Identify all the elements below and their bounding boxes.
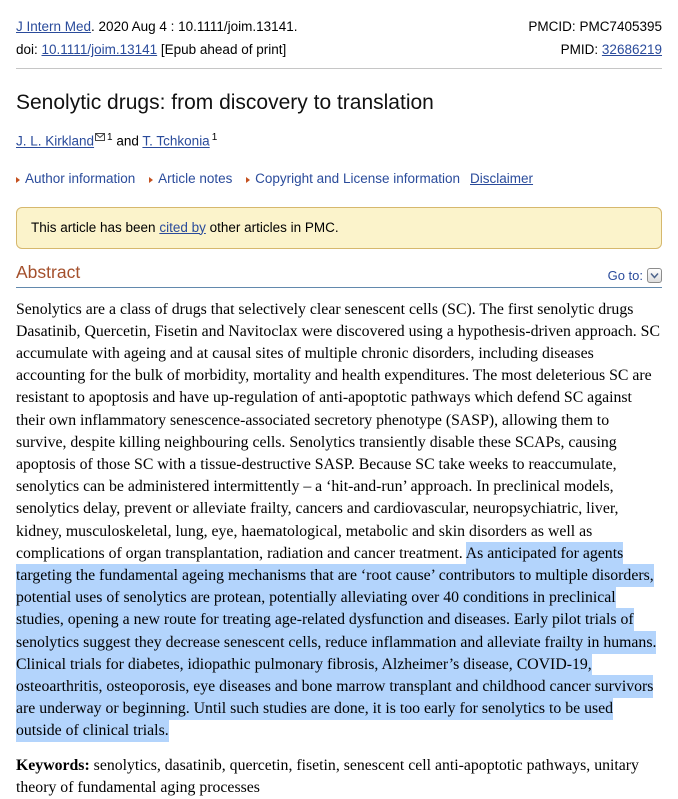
author-information-link[interactable]: Author information [25, 170, 136, 186]
author-affiliation-sup: 1 [211, 132, 218, 144]
goto-label[interactable]: Go to: [607, 267, 643, 283]
triangle-right-icon [16, 177, 20, 183]
pmid-link[interactable]: 32686219 [601, 42, 662, 57]
nav-item-author-information[interactable] [16, 171, 135, 186]
author-link-tchkonia[interactable]: T. Tchkonia [142, 133, 210, 149]
article-notes-link[interactable]: Article notes [158, 170, 233, 186]
doi-link[interactable]: 10.1111/joim.13141 [41, 42, 158, 57]
article-meta-links [16, 171, 662, 186]
header-divider [16, 68, 662, 69]
triangle-right-icon [149, 177, 153, 183]
envelope-icon [95, 128, 105, 146]
doi-label: doi: [16, 42, 42, 57]
abstract-text-selected: As anticipated for agents targeting the fundamental ageing mechanisms that are ‘root cause’ contributors to multiple disorders, potential uses of senolytics are protean, potentially alleviating over 40 conditions in preclinical studies, opening a new route for treating age-related dysfunction and diseases. Early pilot trials of senolytics suggest they decrease senescent cells, reduce inflammation and alleviate frailty in humans. Clinical trials for diabetes, idiopathic pulmonary fibrosis, Alzheimer’s disease, COVID-19, osteoarthritis, osteoporosis, eye diseases and bone marrow transplant and childhood cancer survivors are underway or beginning. Until such studies are done, it is too early for senolytics to be used outside of clinical trials. [16, 542, 656, 743]
pmcid-label: PMCID: [528, 19, 580, 34]
chevron-down-icon[interactable] [647, 268, 662, 283]
abstract-text-plain: Senolytics are a class of drugs that selectively clear senescent cells (SC). The first senolytic drugs Dasatinib, Quercetin, Fisetin and Navitoclax were discovered using a hypothesis-driven approach. SC accumulate with ageing and at causal sites of multiple chronic disorders, including diseases accounting for the bulk of morbidity, mortality and health expenditures. The most deleterious SC are resistant to apoptosis and have up-regulation of anti-apoptotic pathways which defend SC against their own inflammatory senescence-associated secretory phenotype (SASP), allowing them to survive, despite killing neighbouring cells. Senolytics transiently disable these SCAPs, causing apoptosis of those SC with a tissue-destructive SASP. Because SC take weeks to reaccumulate, senolytics can be administered intermittently – a ‘hit-and-run’ approach. In preclinical models, senolytics delay, prevent or alleviate frailty, cancers and cardiovascular, neuropsychiatric, liver, kidney, musculoskeletal, lung, eye, haematological, metabolic and skin disorders as well as complications of organ transplantation, radiation and cancer treatment. [16, 300, 660, 562]
notice-text: other articles in PMC. [205, 219, 339, 235]
authors-separator: and [112, 133, 143, 149]
author-link-kirkland[interactable]: J. L. Kirkland [16, 133, 95, 149]
copyright-license-link[interactable]: Copyright and License information [255, 170, 461, 186]
disclaimer-link[interactable]: Disclaimer [470, 170, 534, 186]
journal-link[interactable]: J Intern Med [16, 19, 92, 34]
abstract-section-header [16, 262, 662, 288]
keywords-label: Keywords: [16, 756, 90, 774]
pmid-label: PMID: [560, 42, 602, 57]
cited-by-notice [16, 207, 662, 249]
epub-note: [Epub ahead of print] [157, 42, 287, 57]
keywords-paragraph [16, 755, 662, 799]
keywords-text: senolytics, dasatinib, quercetin, fisetin, senescent cell anti-apoptotic pathways, unitary theory of fundamental aging processes [16, 756, 639, 796]
abstract-paragraph [16, 299, 662, 743]
pmid-line [528, 38, 662, 61]
citation-header [16, 0, 662, 61]
pmcid-value: PMC7405395 [579, 19, 662, 34]
abstract-heading: Abstract [16, 261, 81, 282]
doi-line [16, 38, 297, 61]
journal-citation [16, 15, 297, 38]
pmcid-line [528, 15, 662, 38]
author-affiliation-sup: 1 [107, 132, 113, 144]
nav-item-copyright[interactable] [246, 171, 460, 186]
triangle-right-icon [246, 177, 250, 183]
page-title: Senolytic drugs: from discovery to translation [16, 91, 434, 114]
citation-left [16, 15, 297, 61]
cited-by-link[interactable]: cited by [159, 219, 206, 235]
notice-text: This article has been [31, 219, 160, 235]
goto-control[interactable] [608, 268, 662, 283]
authors-line [16, 129, 662, 151]
nav-item-article-notes[interactable] [149, 171, 232, 186]
citation-right [528, 15, 662, 61]
citation-text: . 2020 Aug 4 : 10.1111/joim.13141. [91, 19, 298, 34]
